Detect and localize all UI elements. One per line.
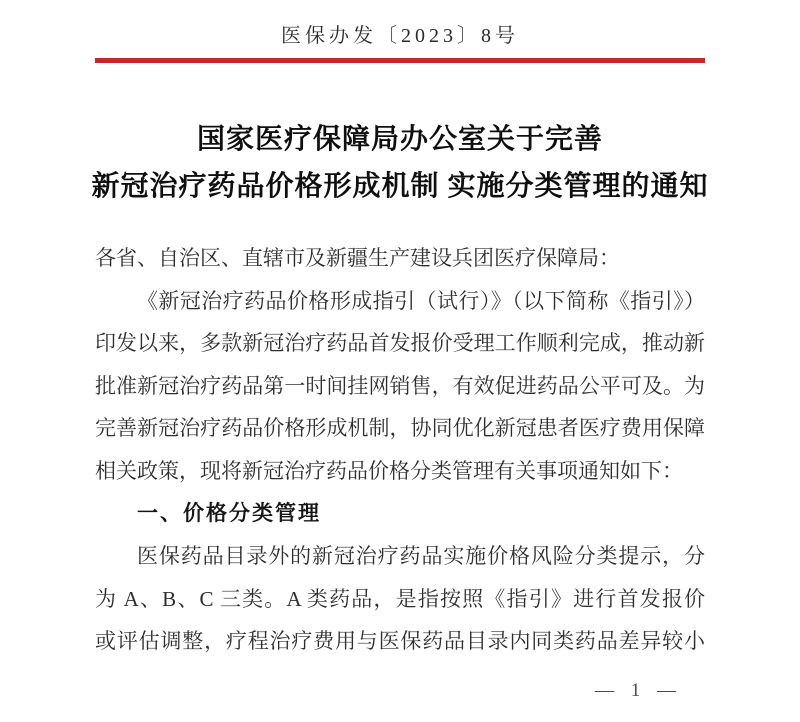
section-heading: 一、价格分类管理 xyxy=(137,501,321,525)
title-line-2: 新冠治疗药品价格形成机制 实施分类管理的通知 xyxy=(91,171,709,202)
body-line: 医保药品目录外的新冠治疗药品实施价格风险分类提示，分 xyxy=(137,544,705,569)
body-line: 相关政策，现将新冠治疗药品价格分类管理有关事项通知如下： xyxy=(95,458,683,483)
document-body xyxy=(95,237,705,663)
body-line: 印发以来，多款新冠治疗药品首发报价受理工作顺利完成，推动新 xyxy=(95,331,705,356)
body-line: 完善新冠治疗药品价格形成机制，协同优化新冠患者医疗费用保障 xyxy=(95,416,705,441)
salutation-line: 各省、自治区、直辖市及新疆生产建设兵团医疗保障局： xyxy=(95,246,620,270)
page-number: — 1 — xyxy=(595,680,682,701)
document-title xyxy=(0,116,800,210)
body-line: 批准新冠治疗药品第一时间挂网销售，有效促进药品公平可及。为 xyxy=(95,373,705,398)
body-line: 或评估调整，疗程治疗费用与医保药品目录内同类药品差异较小 xyxy=(95,629,705,654)
title-line-1: 国家医疗保障局办公室关于完善 xyxy=(196,124,603,155)
red-separator-line xyxy=(95,58,705,63)
document-number: 医保办发〔2023〕8号 xyxy=(281,25,519,47)
body-line: 《新冠治疗药品价格形成指引（试行）》（以下简称《指引》） xyxy=(137,288,705,313)
body-line: 为 A、B、C 三类。A 类药品，是指按照《指引》进行首发报价 xyxy=(95,586,705,611)
